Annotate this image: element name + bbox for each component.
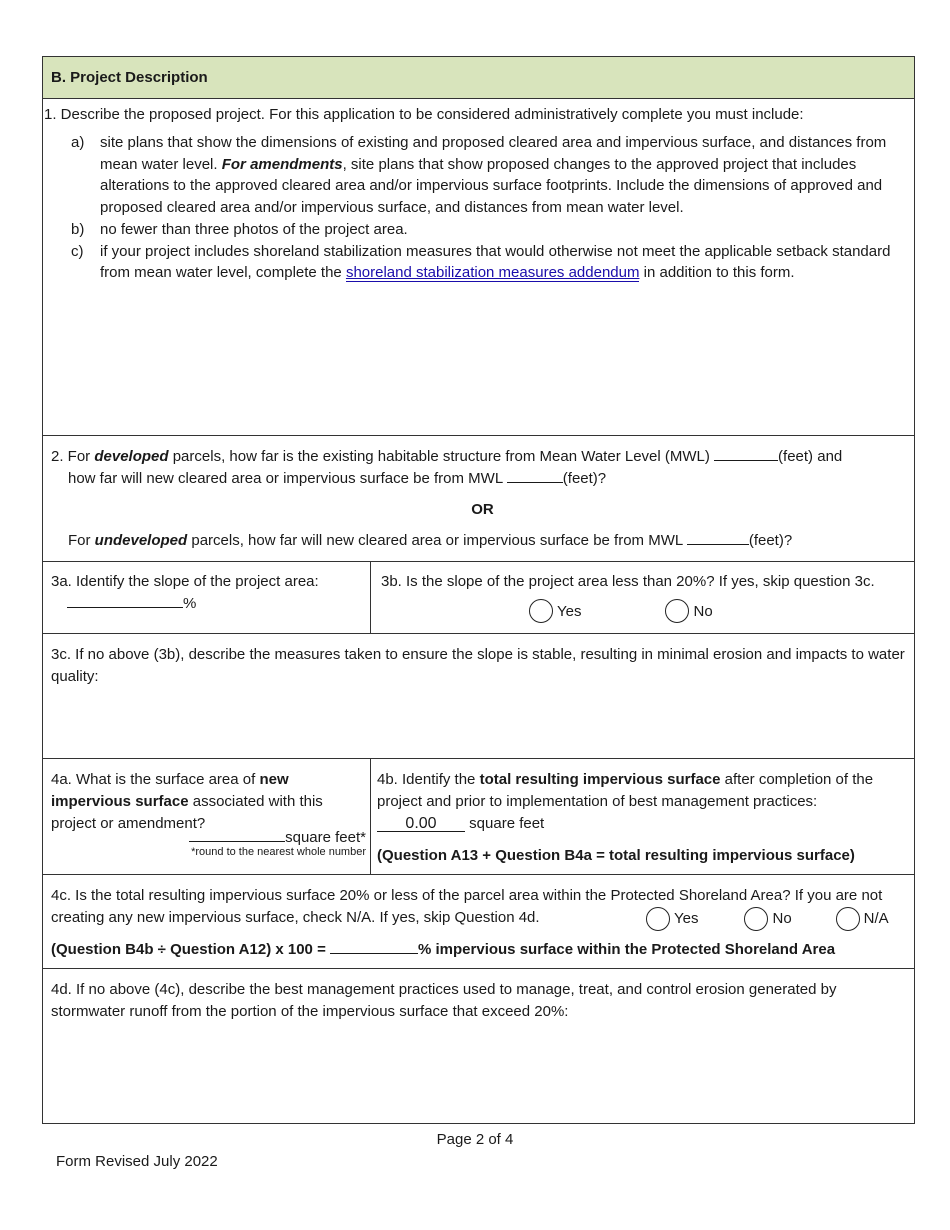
impervious-na-radio[interactable] xyxy=(836,907,860,931)
q1-requirements-list xyxy=(71,132,914,284)
question-4b xyxy=(371,759,914,874)
list-item xyxy=(71,219,914,241)
q3a-answer: % xyxy=(51,593,370,615)
q4c-text: 4c. Is the total resulting impervious surface 20% or less of the parcel area within the Protected Shoreland Area? If you are not creating any new impervious surface, check N/A. If yes, skip Question 4d. xyxy=(51,887,883,926)
q2-undeveloped: For undeveloped parcels, how far will new cleared area or impervious surface be from MWL (feet)? xyxy=(68,532,793,549)
impervious-yes-radio[interactable] xyxy=(646,907,670,931)
q3c-text: 3c. If no above (3b), describe the measures taken to ensure the slope is stable, resulting in minimal erosion and impacts to water quality: xyxy=(51,646,905,685)
q4b-formula: (Question A13 + Question B4a = total resulting impervious surface) xyxy=(377,847,855,864)
q3b-options xyxy=(381,599,914,623)
project-description-form xyxy=(42,56,915,1124)
question-4ab xyxy=(43,758,914,874)
slope-yes-label: Yes xyxy=(557,602,582,620)
q2-developed: 2. For developed parcels, how far is the existing habitable structure from Mean Water Level (MWL) (feet) and xyxy=(51,448,843,465)
impervious-no-label: No xyxy=(772,910,792,927)
question-4c xyxy=(43,874,914,968)
question-1 xyxy=(43,98,914,435)
shoreland-addendum-link[interactable]: shoreland stabilization measures addendum xyxy=(345,264,640,282)
impervious-no-radio[interactable] xyxy=(744,907,768,931)
page-number: Page 2 of 4 xyxy=(436,1131,514,1148)
mwl-structure-input[interactable] xyxy=(714,446,778,461)
section-title: B. Project Description xyxy=(51,69,208,86)
q4a-answer xyxy=(189,827,366,858)
mwl-undeveloped-input[interactable] xyxy=(687,530,749,545)
q4b-unit: square feet xyxy=(469,815,545,832)
list-text: no fewer than three photos of the project area. xyxy=(100,220,408,238)
section-header xyxy=(43,57,914,98)
list-text: site plans that show the dimensions of existing and proposed cleared area and impervious surface, and distances from mean water level. For amendments, site plans that show proposed changes to the approved project that includes alterations to the approved cleared area and/or impervious surface footprints. Include the dimensions of approved and proposed cleared area and/or impervious surface, and distances from mean water level. xyxy=(100,134,887,217)
impervious-percent-input[interactable] xyxy=(330,939,418,954)
list-letter: b) xyxy=(71,220,85,238)
q1-intro: 1. Describe the proposed project. For this application to be considered administratively complete you must include: xyxy=(44,106,804,123)
slope-input[interactable] xyxy=(67,593,183,608)
q3b-text: 3b. Is the slope of the project area less than 20%? If yes, skip question 3c. xyxy=(381,573,875,590)
q4c-text-wrap xyxy=(51,885,906,929)
rounding-note: *round to the nearest whole number xyxy=(191,846,366,858)
new-impervious-input[interactable] xyxy=(189,827,285,842)
q4a-unit: square feet* xyxy=(285,829,366,846)
slope-no-label: No xyxy=(693,602,713,620)
mwl-cleared-input[interactable] xyxy=(507,468,563,483)
question-4d xyxy=(43,968,914,1123)
question-3c xyxy=(43,633,914,758)
q2-developed-line2: how far will new cleared area or impervious surface be from MWL (feet)? xyxy=(68,470,607,487)
list-letter: a) xyxy=(71,134,85,151)
list-item xyxy=(71,241,914,284)
q4b-answer xyxy=(377,813,910,835)
q4d-response-area[interactable] xyxy=(43,1025,914,1123)
question-3ab xyxy=(43,561,914,633)
q4b-text: 4b. Identify the total resulting impervious surface after completion of the project and prior to implementation of best management practices: xyxy=(377,771,874,810)
list-text: if your project includes shoreland stabilization measures that would otherwise not meet the applicable setback standard from mean water level, complete the shoreland stabilization measures addendum in addition to this form. xyxy=(100,242,891,282)
q4c-formula: (Question B4b ÷ Question A12) x 100 = % impervious surface within the Protected Shoreland Area xyxy=(51,941,836,958)
q4c-options xyxy=(646,907,889,931)
q4d-text: 4d. If no above (4c), describe the best management practices used to manage, treat, and control erosion generated by stormwater runoff from the portion of the impervious surface that exceed 20%: xyxy=(51,981,837,1020)
list-letter: c) xyxy=(71,242,84,260)
question-3b xyxy=(371,562,914,633)
q3a-text: 3a. Identify the slope of the project area: xyxy=(51,573,319,590)
question-2 xyxy=(43,435,914,561)
slope-no-radio[interactable] xyxy=(665,599,689,623)
impervious-na-label: N/A xyxy=(863,910,889,927)
list-item xyxy=(71,132,914,219)
form-revision: Form Revised July 2022 xyxy=(56,1153,218,1170)
question-3a xyxy=(43,562,371,633)
total-impervious-value[interactable]: 0.00 xyxy=(377,817,465,832)
impervious-yes-label: Yes xyxy=(674,910,699,927)
question-4a xyxy=(43,759,371,874)
slope-yes-radio[interactable] xyxy=(529,599,553,623)
q1-response-area[interactable] xyxy=(43,309,914,435)
or-label: OR xyxy=(471,501,494,518)
q4a-text: 4a. What is the surface area of new impervious surface associated with this project or amendment? xyxy=(51,771,323,832)
q3c-response-area[interactable] xyxy=(43,690,914,758)
